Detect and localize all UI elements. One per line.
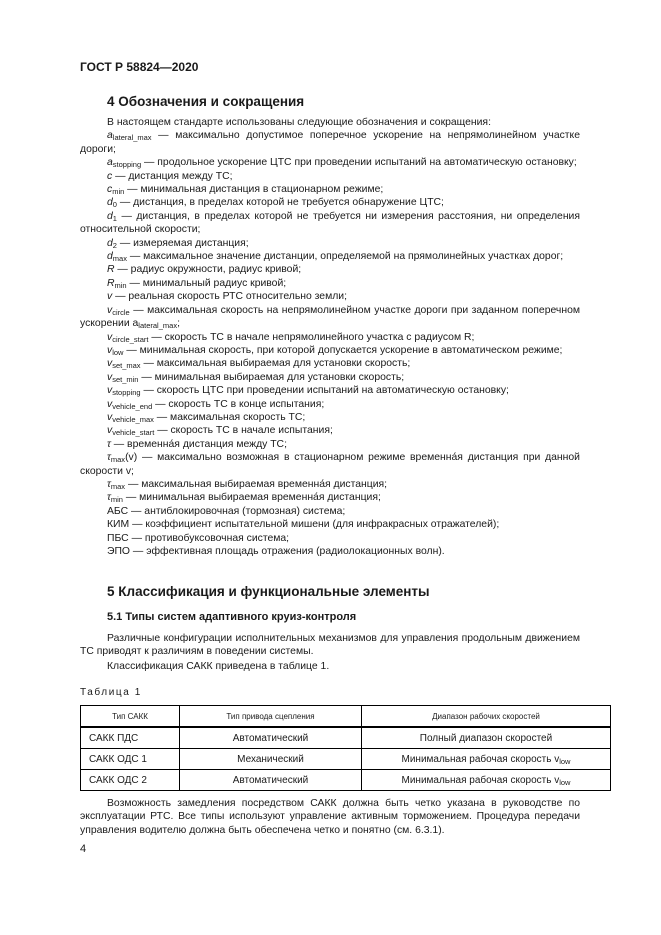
definition-subscript: 2: [112, 240, 117, 250]
definition-item: [80, 170, 580, 183]
table-header-row: [81, 706, 611, 728]
definition-text: — эффективная площадь отражения (радиолокационных волн).: [130, 546, 445, 557]
definition-text: — скорость ТС в конце испытания;: [152, 398, 325, 410]
definition-symbol: v: [107, 371, 113, 383]
definition-subscript: max: [112, 254, 127, 264]
definition-item: [80, 398, 580, 411]
definition-symbol: R: [107, 264, 115, 276]
definition-item: [80, 129, 580, 156]
definition-subscript: circle: [112, 307, 130, 317]
definition-item: [80, 196, 580, 209]
definition-item: [80, 263, 580, 276]
definition-symbol: R: [107, 277, 115, 289]
definition-item: [80, 518, 580, 531]
definition-symbol: v: [107, 411, 113, 423]
definition-text: — реальная скорость РТС относительно земли;: [112, 291, 347, 303]
definition-text: — минимальная скорость, при которой допускается ускорение в автоматическом режиме;: [123, 344, 563, 356]
definition-item: [80, 438, 580, 451]
definition-text: — продольное ускорение ЦТС при проведении испытаний на автоматическую остановку;: [141, 157, 577, 169]
definition-symbol: v: [107, 358, 113, 370]
definition-item: [80, 344, 580, 357]
header-cell-drive: Тип привода сцепления: [180, 706, 362, 728]
cell-range-text: Полный диапазон скоростей: [419, 732, 553, 744]
definition-text: (v) — максимально возможная в стационарном режиме временна́я дистанция при данной скорости v;: [80, 452, 580, 477]
definition-item: [80, 384, 580, 397]
definition-symbol: ПБС: [107, 532, 129, 544]
definition-item: [80, 451, 580, 478]
definition-item: [80, 304, 580, 331]
definition-subscript: max: [110, 481, 126, 491]
definition-text: — минимальная выбираемая для установки скорость;: [138, 371, 405, 383]
definition-subscript: 0: [112, 200, 117, 210]
definitions-list: [80, 116, 580, 558]
definition-text: — скорость ТС в начале испытания;: [154, 425, 333, 437]
definition-text: — дистанция между ТС;: [112, 170, 233, 182]
definition-symbol: v: [107, 425, 113, 437]
definition-text: — минимальная дистанция в стационарном режиме;: [124, 184, 384, 196]
definition-item: [80, 478, 580, 491]
definition-subscript: min: [114, 280, 127, 290]
cell-drive: Механический: [180, 749, 362, 770]
cell-type: САКК ПДС: [81, 727, 180, 749]
definition-text: — минимальная выбираемая временна́я дистанция;: [122, 492, 381, 504]
definition-symbol: a: [107, 157, 113, 169]
definition-item: [80, 290, 580, 303]
paragraph-configurations: Различные конфигурации исполнительных механизмов для управления продольным движением ТС приводят к различиям в поведении системы.: [80, 633, 580, 658]
definition-text: — дистанция, в пределах которой не требуется ни измерения расстояния, ни определения относительной скорости;: [80, 210, 580, 236]
definition-text: — максимальная скорость на непрямолинейном участке дороги при заданном поперечном ускорении a: [80, 304, 580, 330]
cell-range-text: Минимальная рабочая скорость v: [401, 774, 560, 786]
definition-symbol: τ: [107, 478, 111, 490]
cell-range: [362, 727, 611, 749]
definition-text: — скорость ТС в начале непрямолинейного участка с радиусом R;: [148, 331, 475, 343]
header-cell-type: Тип САКК: [81, 706, 180, 728]
definition-symbol: v: [107, 291, 113, 303]
page-number: 4: [80, 843, 87, 855]
definition-item: [80, 424, 580, 437]
definition-symbol: a: [107, 130, 113, 142]
definition-item: [80, 357, 580, 370]
definition-text: — антиблокировочная (тормозная) система;: [128, 505, 346, 517]
definition-symbol: d: [107, 237, 113, 249]
definition-subscript: vehicle_end: [112, 401, 153, 411]
definition-item: [80, 371, 580, 384]
definition-symbol: v: [107, 385, 113, 397]
definition-subscript: min: [110, 495, 123, 505]
definition-subscript: set_max: [112, 361, 141, 371]
definition-item: [80, 505, 580, 518]
definition-text: — радиус окружности, радиус кривой;: [114, 264, 302, 276]
section-5-title: 5 Классификация и функциональные элементы: [107, 584, 430, 599]
section-4-title: 4 Обозначения и сокращения: [107, 94, 305, 109]
definition-subscript: stopping: [112, 160, 142, 170]
definition-subscript: low: [112, 347, 124, 357]
table-row: [81, 770, 611, 791]
definition-text: — минимальный радиус кривой;: [126, 277, 287, 289]
definition-text: — максимально допустимое поперечное ускорение на непрямолинейном участке дороги;: [80, 130, 580, 155]
cell-drive: Автоматический: [180, 770, 362, 791]
cell-drive: Автоматический: [180, 727, 362, 749]
header-cell-range: Диапазон рабочих скоростей: [362, 706, 611, 728]
cell-range-subscript: low: [559, 777, 571, 787]
document-header: ГОСТ Р 58824—2020: [80, 60, 199, 74]
classification-table: [80, 705, 611, 791]
table-row: [81, 727, 611, 749]
definition-item: [80, 250, 580, 263]
definition-subscript: vehicle_start: [112, 428, 155, 438]
definition-subscript: max: [110, 455, 126, 465]
definition-symbol: c: [107, 170, 113, 182]
cell-range-subscript: low: [559, 756, 571, 766]
definition-text: — коэффициент испытательной мишени (для инфракрасных отражателей);: [129, 519, 500, 531]
definition-text: — противобуксовочная система;: [128, 532, 290, 544]
definition-item: [80, 331, 580, 344]
definition-item: [80, 411, 580, 424]
definition-item: [80, 183, 580, 196]
definition-symbol: τ: [107, 452, 111, 464]
definition-subscript: circle_start: [112, 334, 149, 344]
cell-type: САКК ОДС 2: [81, 770, 180, 791]
definition-item: [80, 277, 580, 290]
definition-text: — дистанция, в пределах которой не требуется обнаружение ЦТС;: [116, 197, 444, 209]
definition-tail: ;: [177, 318, 180, 330]
definition-symbol: v: [107, 304, 113, 316]
paragraph-classification: Классификация САКК приведена в таблице 1.: [107, 661, 330, 672]
cell-range-text: Минимальная рабочая скорость v: [401, 753, 560, 765]
definition-item: [80, 237, 580, 250]
cell-range: [362, 770, 611, 791]
definition-item: [80, 532, 580, 545]
definition-text: — максимальная скорость ТС;: [153, 411, 306, 423]
definition-item: [80, 491, 580, 504]
definition-symbol: d: [107, 251, 113, 263]
definition-subscript: stopping: [112, 388, 141, 398]
definition-tail-subscript: lateral_max: [138, 321, 178, 331]
definition-symbol: τ: [107, 438, 111, 450]
definition-text: — скорость ЦТС при проведении испытаний на автоматическую остановку;: [140, 385, 509, 397]
definition-item: [80, 545, 580, 558]
section-5-1-title: 5.1 Типы систем адаптивного круиз-контроля: [107, 611, 357, 623]
definition-symbol: v: [107, 398, 113, 410]
definition-symbol: c: [107, 184, 113, 196]
definition-subscript: vehicle_max: [112, 414, 154, 424]
definition-text: — временна́я дистанция между ТС;: [110, 438, 287, 450]
definition-symbol: КИМ: [107, 519, 130, 531]
definition-text: — измеряемая дистанция;: [116, 237, 249, 249]
definition-item: [80, 156, 580, 169]
definition-text: — максимальная выбираемая для установки скорость;: [140, 358, 411, 370]
definition-subscript: set_min: [112, 374, 139, 384]
definition-symbol: v: [107, 331, 113, 343]
definition-text: — максимальная выбираемая временна́я дистанция;: [125, 478, 388, 490]
definition-subscript: 1: [112, 213, 117, 223]
closing-paragraph: Возможность замедления посредством САКК должна быть четко указана в руководстве по эксплуатации РТС. Все типы используют управление активным торможением. Процедура передачи управления водителю должна быть обеспечена четко и понятно (см. 6.3.1).: [80, 798, 580, 836]
definition-subscript: min: [112, 187, 125, 197]
definition-text: — максимальное значение дистанции, определяемой на прямолинейных участках дорог;: [126, 251, 564, 263]
table-row: [81, 749, 611, 770]
definition-symbol: d: [107, 210, 113, 222]
definition-symbol: ЭПО: [107, 546, 131, 557]
definition-symbol: v: [107, 344, 113, 356]
table-caption: Таблица 1: [80, 687, 142, 698]
definitions-intro: В настоящем стандарте использованы следующие обозначения и сокращения:: [107, 117, 491, 128]
definition-symbol: АБС: [107, 505, 129, 517]
definition-item: [80, 210, 580, 237]
definition-subscript: lateral_max: [112, 133, 152, 143]
definition-symbol: τ: [107, 492, 111, 504]
definition-symbol: d: [107, 197, 113, 209]
cell-range: [362, 749, 611, 770]
cell-type: САКК ОДС 1: [81, 749, 180, 770]
